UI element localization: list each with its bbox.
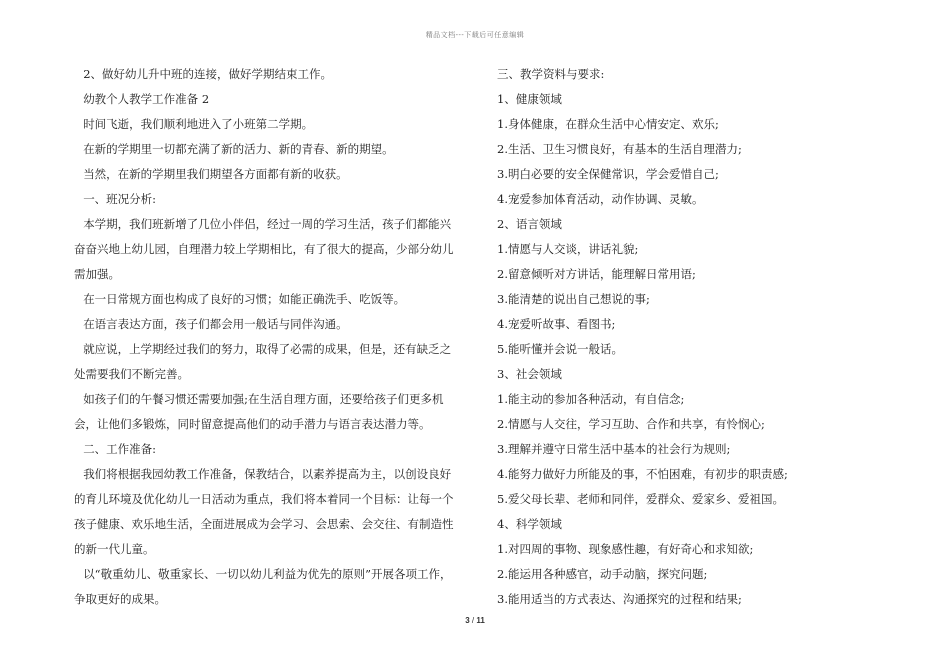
left-paragraph: 我们将根据我园幼教工作准备，保教结合，以素养提高为主，以创设良好的育儿环境及优化幼儿一日活动为重点，我们将本着同一个目标：让每一个孩子健康、欢乐地生活，全面进展成为会学习、会思索、会交往、有制造性的新一代儿童。 bbox=[74, 467, 454, 556]
right-paragraph: 2.能运用各种感官，动手动脑，探究问题; bbox=[497, 567, 708, 581]
left-paragraph: 时间飞逝，我们顺利地进入了小班第二学期。 bbox=[83, 117, 314, 131]
left-paragraph: 当然，在新的学期里我们期望各方面都有新的收获。 bbox=[83, 167, 348, 181]
right-paragraph: 3.明白必要的安全保健常识，学会爱惜自己; bbox=[497, 167, 719, 181]
left-paragraph: 以“敬重幼儿、敬重家长、一切以幼儿利益为优先的原则”开展各项工作，争取更好的成果。 bbox=[74, 567, 452, 606]
right-paragraph: 1、健康领域 bbox=[497, 92, 562, 106]
right-paragraph: 4.宠爱参加体育活动，动作协调、灵敏。 bbox=[497, 192, 704, 206]
right-paragraph: 三、教学资料与要求: bbox=[497, 67, 605, 81]
left-paragraph: 幼教个人教学工作准备 2 bbox=[83, 92, 210, 106]
left-paragraph: 如孩子们的午餐习惯还需要加强;在生活自理方面，还要给孩子们更多机会，让他们多锻炼，同时留意提高他们的动手潜力与语言表达潜力等。 bbox=[74, 392, 444, 431]
right-column bbox=[497, 62, 867, 612]
right-paragraph: 2.情愿与人交往，学习互助、合作和共享，有怜悯心; bbox=[497, 417, 765, 431]
total-pages: 11 bbox=[476, 616, 485, 625]
left-column bbox=[74, 62, 454, 612]
left-paragraph: 在语言表达方面，孩子们都会用一般话与同伴沟通。 bbox=[83, 317, 348, 331]
right-paragraph: 4.宠爱听故事、看图书; bbox=[497, 317, 616, 331]
right-paragraph: 4、科学领域 bbox=[497, 517, 562, 531]
right-paragraph: 4.能努力做好力所能及的事，不怕困难，有初步的职责感; bbox=[497, 467, 788, 481]
right-paragraph: 3.理解并遵守日常生活中基本的社会行为规则; bbox=[497, 442, 731, 456]
right-paragraph: 3.能清楚的说出自己想说的事; bbox=[497, 292, 650, 306]
right-paragraph: 2、语言领域 bbox=[497, 217, 562, 231]
left-paragraph: 就应说，上学期经过我们的努力，取得了必需的成果，但是，还有缺乏之处需要我们不断完善。 bbox=[74, 342, 452, 381]
left-paragraph: 一、班况分析: bbox=[83, 192, 157, 206]
right-paragraph: 5.爱父母长辈、老师和同伴，爱群众、爱家乡、爱祖国。 bbox=[497, 492, 784, 506]
right-paragraph: 3.能用适当的方式表达、沟通探究的过程和结果; bbox=[497, 592, 742, 606]
right-paragraph: 1.情愿与人交谈，讲话礼貌; bbox=[497, 242, 639, 256]
right-paragraph: 5.能听懂并会说一般话。 bbox=[497, 342, 623, 356]
left-paragraph: 在新的学期里一切都充满了新的活力、新的青春、新的期望。 bbox=[83, 142, 394, 156]
page-separator: / bbox=[471, 616, 475, 625]
left-paragraph: 在一日常规方面也构成了良好的习惯；如能正确洗手、吃饭等。 bbox=[83, 292, 406, 306]
left-paragraph: 本学期，我们班新增了几位小伴侣，经过一周的学习生活，孩子们都能兴奋奋兴地上幼儿园，自理潜力较上学期相比，有了很大的提高，少部分幼儿需加强。 bbox=[74, 217, 454, 281]
right-paragraph: 2.生活、卫生习惯良好，有基本的生活自理潜力; bbox=[497, 142, 742, 156]
page-header: 精品文档---下载后可任意编辑 bbox=[425, 31, 525, 39]
right-paragraph: 2.留意倾听对方讲话，能理解日常用语; bbox=[497, 267, 696, 281]
current-page: 3 bbox=[465, 616, 470, 625]
right-paragraph: 1.身体健康，在群众生活中心情安定、欢乐; bbox=[497, 117, 719, 131]
right-paragraph: 1.对四周的事物、现象感性趣，有好奇心和求知欲; bbox=[497, 542, 754, 556]
left-paragraph: 二、工作准备: bbox=[83, 442, 157, 456]
right-paragraph: 1.能主动的参加各种活动，有自信念; bbox=[497, 392, 685, 406]
right-paragraph: 3、社会领域 bbox=[497, 367, 562, 381]
page-number bbox=[0, 616, 950, 625]
left-paragraph: 2、做好幼儿升中班的连接，做好学期结束工作。 bbox=[83, 67, 333, 81]
